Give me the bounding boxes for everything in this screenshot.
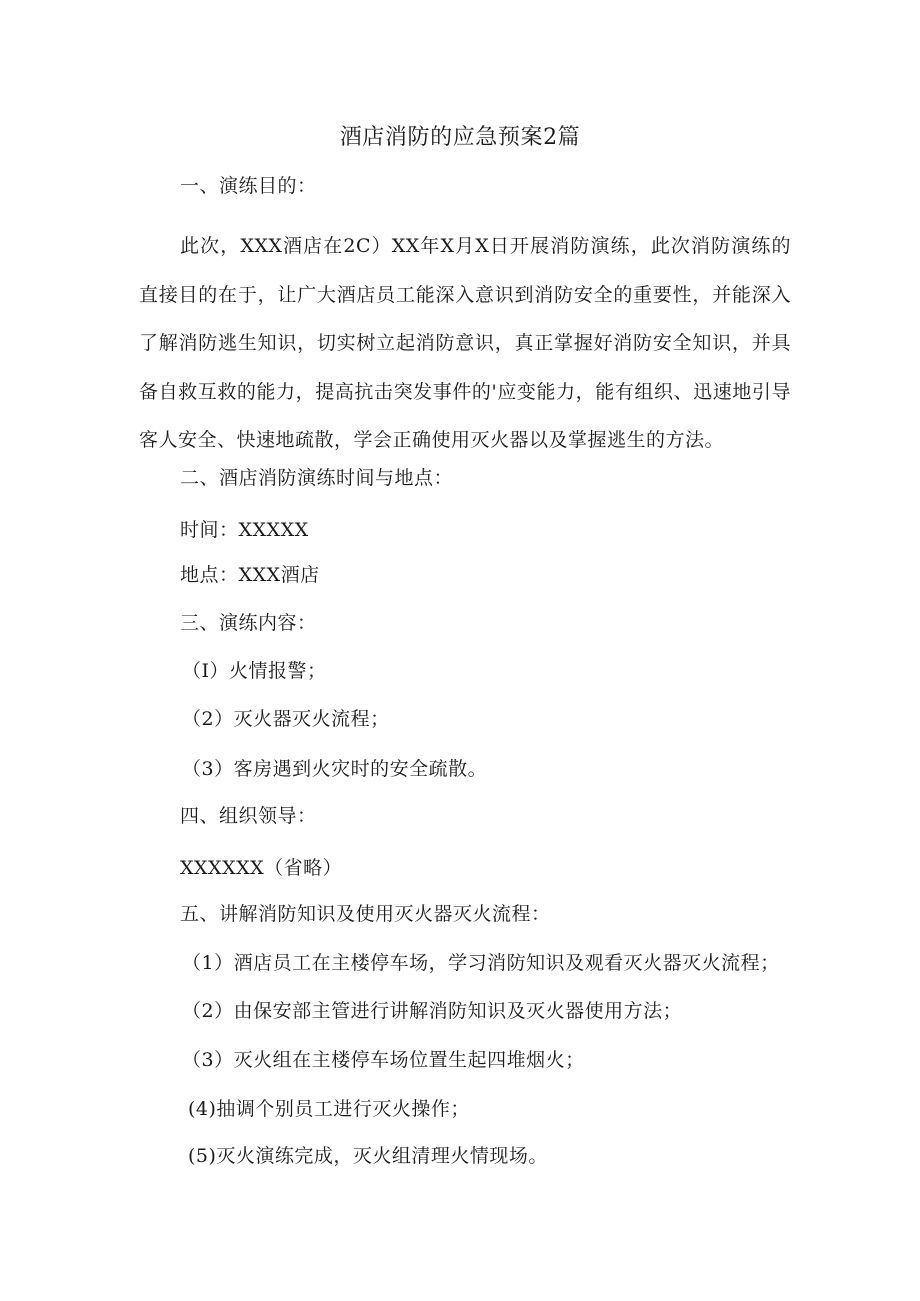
leadership-content: XXXXXX（省略） [180,857,343,879]
content-item-2: （2）灭火器灭火流程； [182,708,390,730]
drill-place: 地点：XXX酒店 [180,564,320,586]
procedure-item-1: （1）酒店员工在主楼停车场，学习消防知识及观看灭火器灭火流程； [182,952,780,974]
section-heading-time-place: 二、酒店消防演练时间与地点： [180,467,454,489]
purpose-paragraph: 此次，XXX酒店在2C）XX年X月X日开展消防演练，此次消防演练的直接目的在于，让广大酒店员工能深入意识到消防安全的重要性，并能深入了解消防逃生知识，切实树立起消防意识，真正掌握好消防安全知识，并具备自救互救的能力，提高抗击突发事件的'应变能力，能有组织、迅速地引导客人安全、快速地疏散，学会正确使用灭火器以及掌握逃生的方法。 [139,235,791,451]
procedure-item-3: （3）灭火组在主楼停车场位置生起四堆烟火； [182,1049,585,1071]
procedure-item-2: （2）由保安部主管进行讲解消防知识及灭火器使用方法； [182,1000,683,1022]
section-heading-content: 三、演练内容： [180,612,317,634]
procedure-item-5: (5)灭火演练完成，灭火组清理火情现场。 [188,1145,548,1167]
section-heading-purpose: 一、演练目的： [180,175,317,197]
content-item-1: （I）火情报警； [182,660,327,682]
document-title: 酒店消防的应急预案2篇 [339,125,581,150]
section-heading-leadership: 四、组织领导： [180,805,317,827]
procedure-item-4: (4)抽调个别员工进行灭火操作； [188,1098,470,1120]
drill-time: 时间：XXXXX [180,519,309,541]
content-item-3: （3）客房遇到火灾时的安全疏散。 [182,758,488,780]
section-heading-fire-knowledge: 五、讲解消防知识及使用灭火器灭火流程： [180,903,551,925]
